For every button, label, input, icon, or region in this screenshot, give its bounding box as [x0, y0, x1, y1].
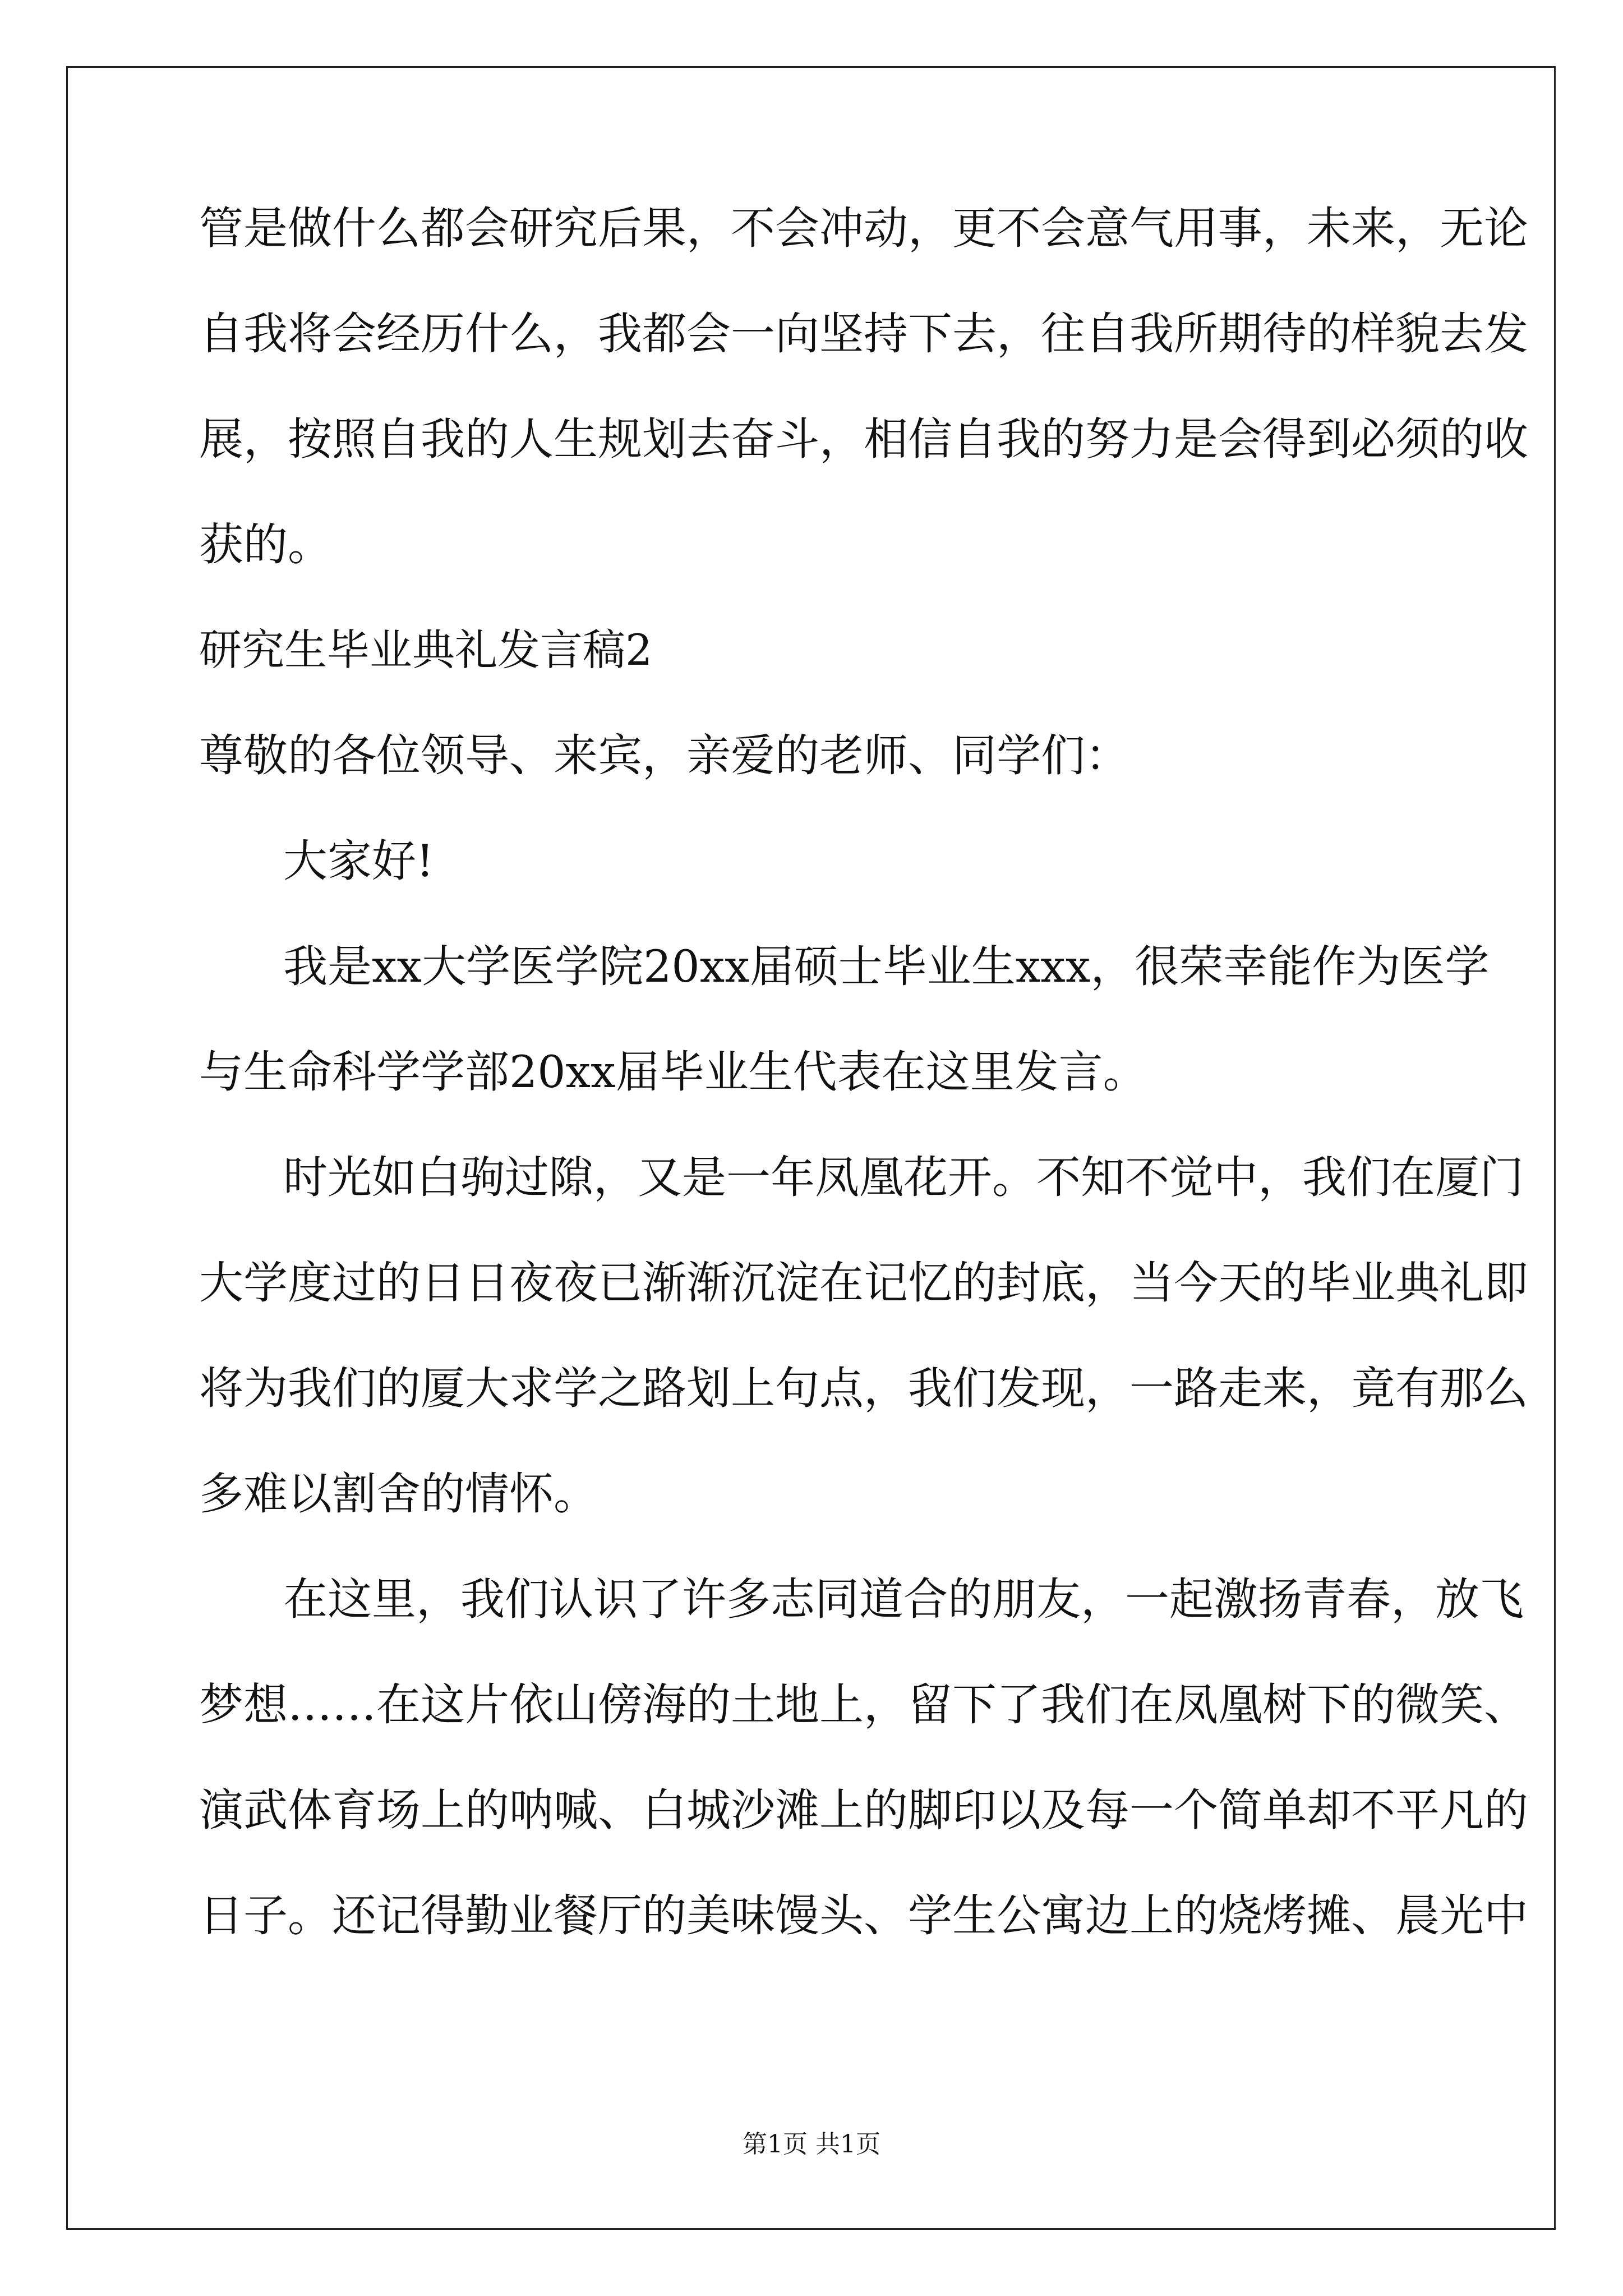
text-line: 日子。还记得勤业餐厅的美味馒头、学生公寓边上的烧烤摊、晨光中 — [199, 1890, 1528, 1941]
text-line: 大家好! — [283, 835, 434, 887]
text-line: 与生命科学学部20xx届毕业生代表在这里发言。 — [199, 1046, 1147, 1098]
text-line: 管是做什么都会研究后果，不会冲动，更不会意气用事，未来，无论 — [199, 203, 1528, 254]
text-line: 获的。 — [199, 519, 332, 570]
page-footer: 第1页 共1页 — [743, 2130, 880, 2159]
text-line: 时光如白驹过隙，又是一年凤凰花开。不知不觉中，我们在厦门 — [283, 1152, 1524, 1203]
text-line: 多难以割舍的情怀。 — [199, 1468, 598, 1520]
text-line: 在这里，我们认识了许多志同道合的朋友，一起激扬青春，放飞 — [283, 1573, 1524, 1625]
text-line: 演武体育场上的呐喊、白城沙滩上的脚印以及每一个简单却不平凡的 — [199, 1784, 1528, 1836]
text-line: 自我将会经历什么，我都会一向坚持下去，往自我所期待的样貌去发 — [199, 308, 1528, 360]
text-line: 大学度过的日日夜夜已渐渐沉淀在记忆的封底，当今天的毕业典礼即 — [199, 1257, 1528, 1309]
document-body — [199, 202, 1528, 1995]
text-line: 我是xx大学医学院20xx届硕士毕业生xxx，很荣幸能作为医学 — [283, 941, 1490, 992]
text-line: 将为我们的厦大求学之路划上句点，我们发现，一路走来，竟有那么 — [199, 1363, 1528, 1414]
section-heading: 研究生毕业典礼发言稿2 — [199, 625, 653, 675]
text-line: 展，按照自我的人生规划去奋斗，相信自我的努力是会得到必须的收 — [199, 413, 1528, 465]
text-line: 梦想……在这片依山傍海的土地上，留下了我们在凤凰树下的微笑、 — [199, 1679, 1528, 1731]
text-line: 尊敬的各位领导、来宾，亲爱的老师、同学们： — [199, 730, 1129, 781]
